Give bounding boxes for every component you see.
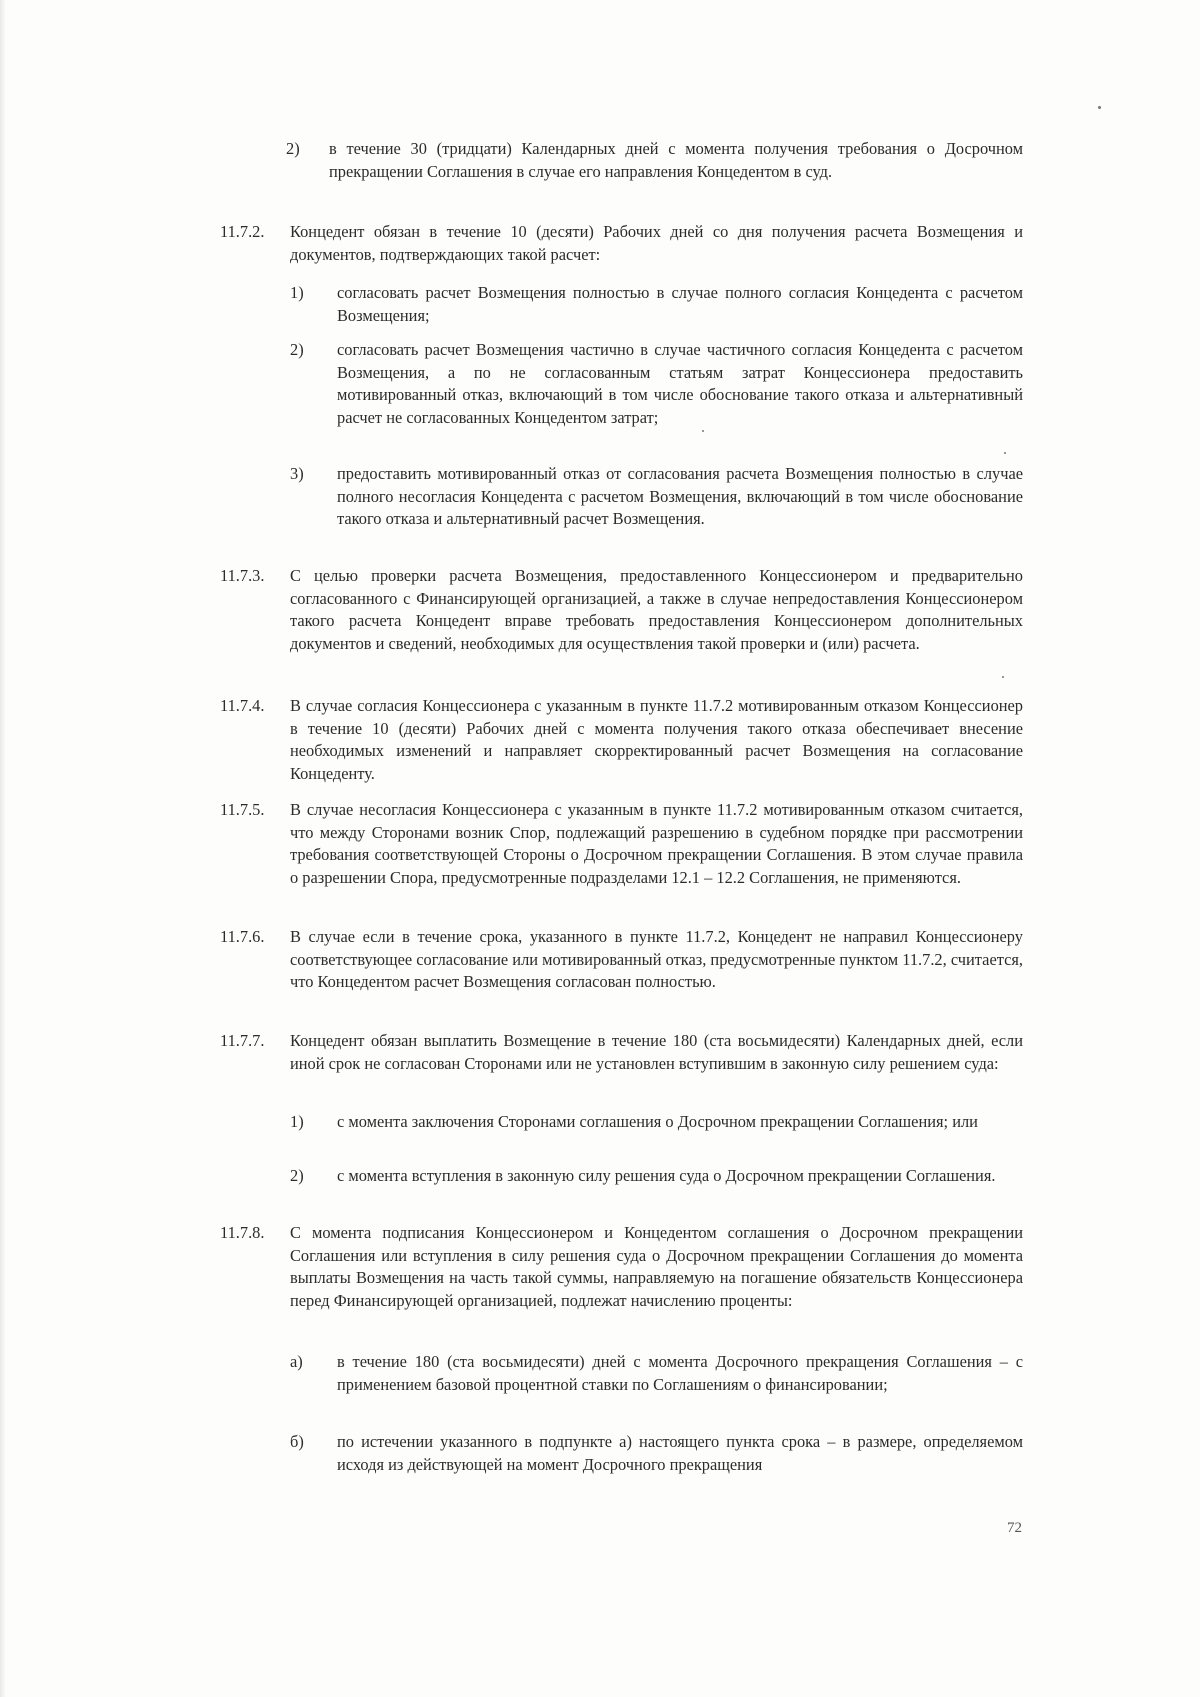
list-item	[290, 1351, 1023, 1396]
list-item-text: согласовать расчет Возмещения частично в случае частичного согласия Концедента с расчетом Возмещения, а по не согласованным статьям затрат Концессионера предоставить мотивированный отказ, включающий в том числе обоснование такого отказа и альтернативный расчет не согласованных Концедентом затрат;	[337, 340, 1023, 427]
clause-number: 11.7.2.	[220, 222, 265, 241]
clause-text: В случае если в течение срока, указанного в пункте 11.7.2, Концедент не направил Концессионеру соответствующее согласование или мотивированный отказ, предусмотренные пунктом 11.7.2, считается, что Концедентом расчет Возмещения согласован полностью.	[290, 927, 1023, 992]
list-item	[290, 282, 1023, 327]
list-item-text: в течение 30 (тридцати) Календарных дней с момента получения требования о Досрочном прекращении Соглашения в случае его направления Концедентом в суд.	[329, 139, 1023, 181]
scan-speck	[1002, 676, 1004, 678]
list-item-text: предоставить мотивированный отказ от согласования расчета Возмещения полностью в случае полного несогласия Концедента с расчетом Возмещения, включающий в том числе обоснование такого отказа и альтернативный расчет Возмещения.	[337, 464, 1023, 529]
clause-number: 11.7.8.	[220, 1223, 265, 1242]
scan-edge-shadow	[0, 0, 6, 1697]
scan-speck	[1004, 452, 1006, 454]
list-item-text: по истечении указанного в подпункте а) настоящего пункта срока – в размере, определяемом исходя из действующей на момент Досрочного прекращения	[337, 1432, 1023, 1474]
page-number: 72	[1007, 1520, 1022, 1536]
clause-number: 11.7.4.	[220, 696, 265, 715]
list-item-number: 3)	[290, 464, 304, 483]
list-item-number: 2)	[290, 1166, 304, 1185]
scan-speck	[702, 430, 704, 432]
list-item	[286, 138, 1023, 183]
clause-number: 11.7.7.	[220, 1031, 265, 1050]
clause-text: В случае несогласия Концессионера с указанным в пункте 11.7.2 мотивированным отказом считается, что между Сторонами возник Спор, подлежащий разрешению в судебном порядке при рассмотрении требования соответствующей Стороны о Досрочном прекращении Соглашения. В этом случае правила о разрешении Спора, предусмотренные подразделами 12.1 – 12.2 Соглашения, не применяются.	[290, 800, 1023, 887]
list-item-number: 1)	[290, 283, 304, 302]
clause-11-7-5	[220, 799, 1023, 889]
list-item-number: 2)	[290, 340, 304, 359]
list-item-text: в течение 180 (ста восьмидесяти) дней с момента Досрочного прекращения Соглашения – с применением базовой процентной ставки по Соглашениям о финансировании;	[337, 1352, 1023, 1394]
list-item	[290, 1165, 1023, 1188]
list-item-number: 1)	[290, 1112, 304, 1131]
list-item-text: согласовать расчет Возмещения полностью в случае полного согласия Концедента с расчетом Возмещения;	[337, 283, 1023, 325]
clause-11-7-4	[220, 695, 1023, 785]
clause-text: Концедент обязан в течение 10 (десяти) Рабочих дней со дня получения расчета Возмещения и документов, подтверждающих такой расчет:	[290, 222, 1023, 264]
list-item	[290, 463, 1023, 531]
list-item-number: а)	[290, 1352, 303, 1371]
scan-speck	[1098, 106, 1101, 109]
clause-11-7-2	[220, 221, 1023, 266]
list-item-text: с момента вступления в законную силу решения суда о Досрочном прекращении Соглашения.	[337, 1166, 996, 1185]
clause-text: С целью проверки расчета Возмещения, предоставленного Концессионером и предварительно согласованного с Финансирующей организацией, а также в случае непредоставления Концессионером такого расчета Концедент вправе требовать предоставления Концессионером дополнительных документов и сведений, необходимых для осуществления такой проверки и (или) расчета.	[290, 566, 1023, 653]
clause-number: 11.7.3.	[220, 566, 265, 585]
list-item	[290, 339, 1023, 429]
clause-number: 11.7.6.	[220, 927, 265, 946]
clause-text: Концедент обязан выплатить Возмещение в течение 180 (ста восьмидесяти) Календарных дней, если иной срок не согласован Сторонами или не установлен вступившим в законную силу решением суда:	[290, 1031, 1023, 1073]
clause-11-7-8	[220, 1222, 1023, 1312]
list-item-text: с момента заключения Сторонами соглашения о Досрочном прекращении Соглашения; или	[337, 1112, 978, 1131]
list-item	[290, 1111, 1023, 1134]
clause-text: В случае согласия Концессионера с указанным в пункте 11.7.2 мотивированным отказом Концессионер в течение 10 (десяти) Рабочих дней с момента получения такого отказа обеспечивает внесение необходимых изменений и направляет скорректированный расчет Возмещения на согласование Концеденту.	[290, 696, 1023, 783]
list-item	[290, 1431, 1023, 1476]
list-item-number: 2)	[286, 139, 300, 158]
list-item-number: б)	[290, 1432, 304, 1451]
clause-text: С момента подписания Концессионером и Концедентом соглашения о Досрочном прекращении Соглашения или вступления в силу решения суда о Досрочном прекращении Соглашения до момента выплаты Возмещения на часть такой суммы, направляемую на погашение обязательств Концессионера перед Финансирующей организацией, подлежат начислению проценты:	[290, 1223, 1023, 1310]
clause-number: 11.7.5.	[220, 800, 265, 819]
clause-11-7-6	[220, 926, 1023, 994]
clause-11-7-7	[220, 1030, 1023, 1075]
clause-11-7-3	[220, 565, 1023, 655]
